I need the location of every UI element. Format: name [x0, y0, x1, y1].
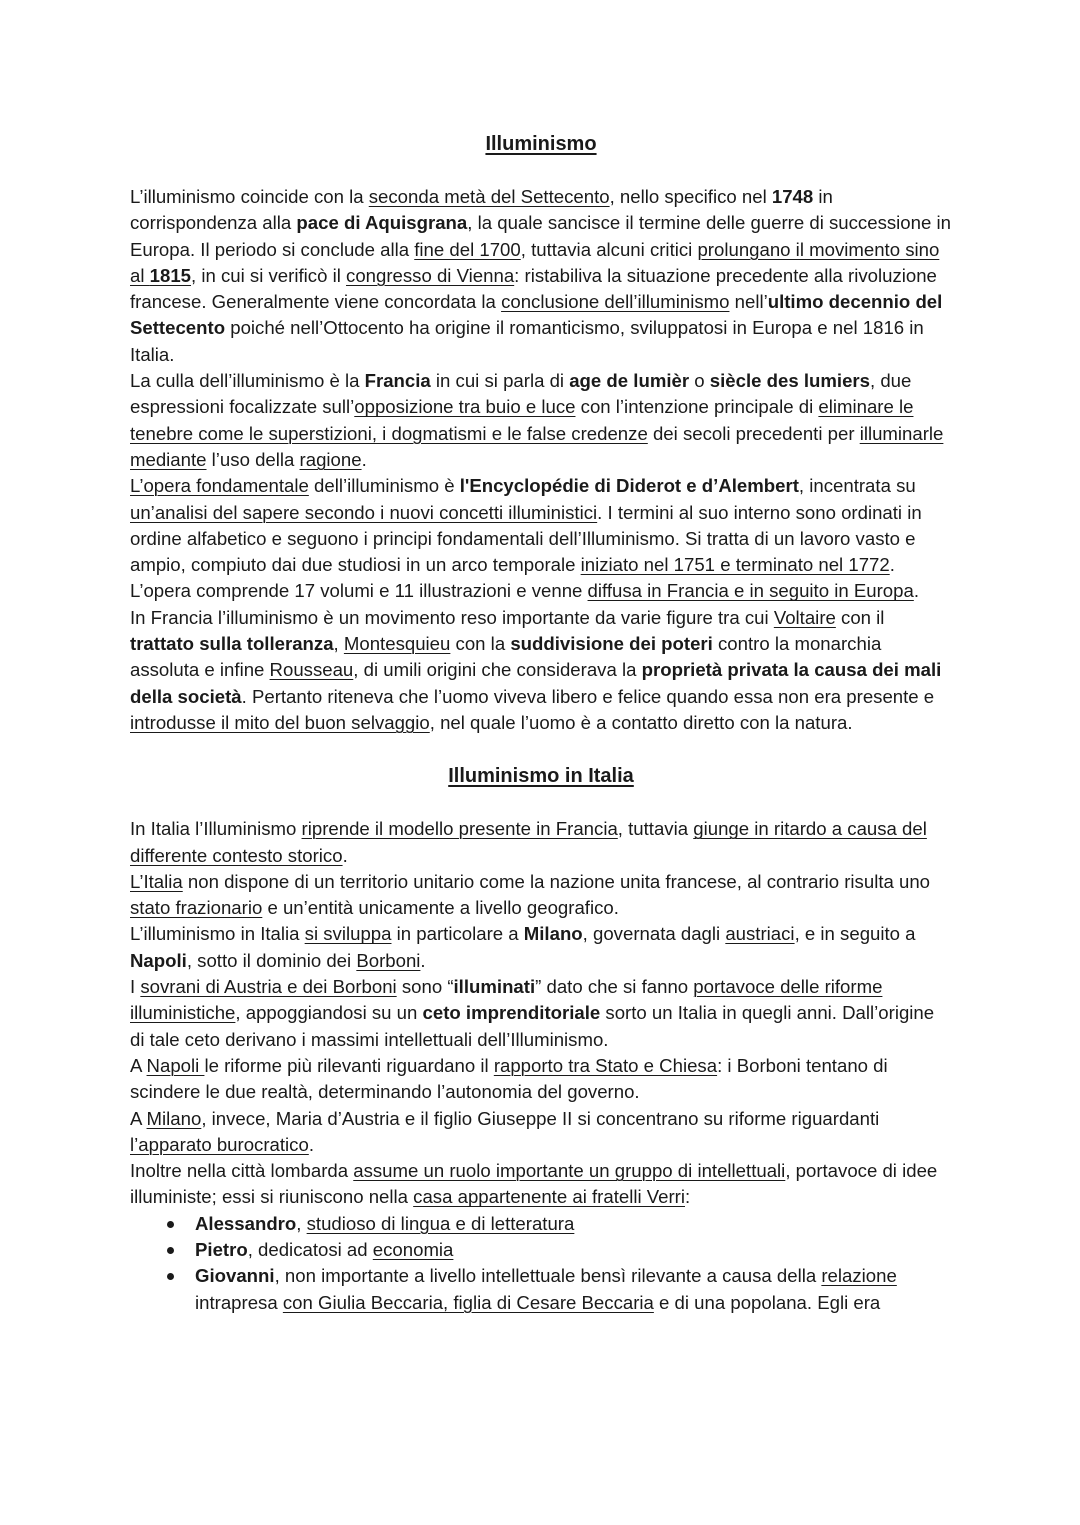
text-run: con l’intenzione principale di: [575, 396, 819, 418]
text-run: : i Borboni tentano di scindere le due realtà, determinando l’autonomia del governo.: [130, 1054, 888, 1103]
bold-text-run: suddivisione dei poteri: [510, 633, 713, 655]
bold-text-run: Giovanni: [195, 1265, 275, 1287]
underlined-text-run: conclusione dell’illuminismo: [501, 291, 730, 313]
underlined-text-run: relazione: [821, 1265, 897, 1287]
text-run: con la: [450, 633, 511, 655]
paragraph: [130, 605, 952, 736]
bold-text-run: illuminati: [453, 976, 536, 998]
text-run: . L’opera comprende 17 volumi e 11 illustrazioni e venne: [130, 554, 895, 602]
text-run: , non importante a livello intellettuale bensì rilevante a causa della: [274, 1265, 822, 1287]
underlined-text-run: ragione: [299, 448, 362, 470]
text-run: contro la monarchia assoluta e infine: [130, 633, 882, 681]
text-run: , dedicatosi ad: [247, 1238, 373, 1260]
text-run: , appoggiandosi su un: [235, 1002, 423, 1024]
text-run: in particolare a: [391, 923, 524, 945]
bullet-icon: [167, 1221, 174, 1228]
text-run: La culla dell’illuminismo è la: [130, 370, 365, 392]
underlined-text-run: seconda metà del Settecento: [368, 186, 610, 207]
text-run: , nello specifico nel: [609, 186, 772, 207]
text-run: A: [130, 1054, 147, 1076]
text-run: ,: [333, 633, 344, 655]
bold-text-run: siècle des lumiers: [709, 370, 870, 392]
text-run: In Francia l’illuminismo è un movimento reso importante da varie figure tra cui: [130, 606, 774, 628]
text-run: con il: [835, 606, 885, 628]
underlined-text-run: eliminare le tenebre come le superstizioni, i dogmatismi e le false credenze: [130, 396, 914, 444]
section-illuminismo-in-italia: [130, 816, 952, 1210]
bullet-icon: [167, 1247, 174, 1254]
bold-text-run: Pietro: [195, 1238, 248, 1260]
text-run: in corrispondenza alla: [130, 186, 833, 234]
text-run: L’illuminismo coincide con la: [130, 186, 369, 207]
underlined-text-run: illuminarle mediante: [130, 422, 944, 470]
paragraph: [130, 869, 952, 922]
paragraph: [130, 816, 952, 869]
paragraph: [130, 974, 952, 1053]
text-run: , governata dagli: [582, 923, 726, 945]
paragraph: [130, 921, 952, 974]
bold-text-run: pace di Aquisgrana: [296, 212, 468, 234]
text-run: le riforme più rilevanti riguardano il: [204, 1054, 494, 1076]
text-run: L’illuminismo in Italia: [130, 923, 305, 945]
underlined-text-run: iniziato nel 1751 e terminato nel 1772: [580, 554, 890, 576]
underlined-text-run: rapporto tra Stato e Chiesa: [493, 1054, 718, 1076]
bold-text-run: age de lumièr: [569, 370, 690, 392]
underlined-text-run: l’apparato burocratico: [130, 1133, 309, 1155]
underlined-text-run: Voltaire: [773, 606, 836, 628]
text-run: : ristabiliva la situazione precedente alla rivoluzione francese. Generalmente viene concordata la: [130, 264, 937, 313]
underlined-text-run: prolungano il movimento sino al: [130, 238, 940, 286]
paragraph: [130, 368, 952, 473]
text-run: , tuttavia alcuni critici: [520, 238, 698, 260]
text-run: e di una popolana. Egli era: [653, 1291, 881, 1313]
underlined-text-run: riprende il modello presente in Francia: [301, 818, 618, 840]
text-run: , incentrata su: [798, 475, 916, 497]
text-run: sono “: [396, 976, 454, 998]
underlined-text-run: opposizione tra buio e luce: [354, 396, 576, 418]
text-run: dell’illuminismo è: [308, 475, 460, 497]
verri-brothers-list: [130, 1211, 952, 1316]
bold-text-run: Milano: [523, 923, 583, 945]
text-run: .: [308, 1133, 314, 1155]
text-run: In Italia l’Illuminismo: [130, 818, 302, 840]
section-title-illuminismo-in-italia: Illuminismo in Italia: [448, 765, 634, 788]
section-title-illuminismo: Illuminismo: [485, 133, 597, 155]
bold-text-run: Francia: [364, 370, 431, 392]
underlined-text-run: un’analisi del sapere secondo i nuovi concetti illuministici: [130, 501, 598, 523]
text-run: nell’: [729, 291, 768, 313]
bullet-icon: [167, 1273, 174, 1280]
underlined-text-run: introdusse il mito del buon selvaggio: [130, 711, 430, 733]
underlined-text-run: Milano: [146, 1107, 202, 1129]
paragraph: [130, 473, 952, 604]
underlined-text-run: Borboni: [356, 949, 421, 971]
text-run: ,: [296, 1212, 307, 1234]
underlined-text-run: casa appartenente ai fratelli Verri: [413, 1186, 685, 1208]
section-illuminismo: [130, 184, 952, 736]
underlined-text-run: Montesquieu: [343, 633, 451, 655]
text-run: :: [685, 1186, 691, 1208]
underlined-text-run: 1815: [149, 264, 192, 286]
text-run: dei secoli precedenti per: [647, 422, 860, 444]
underlined-text-run: fine del 1700: [414, 238, 521, 260]
text-run: , in cui si verificò il: [191, 264, 347, 286]
underlined-text-run: congresso di Vienna: [346, 264, 515, 286]
text-run: e un’entità unicamente a livello geografico.: [262, 897, 619, 919]
text-run: . I termini al suo interno sono ordinati in ordine alfabetico e seguono i principi fondamentali dell’Illuminismo. Si tratta di un lavoro vasto e ampio, compiuto dai due studiosi in un arco temporale: [130, 501, 922, 576]
paragraph: [130, 184, 952, 368]
text-run: .: [913, 580, 919, 602]
bold-text-run: 1748: [771, 186, 814, 207]
bold-text-run: ultimo decennio del Settecento: [130, 291, 943, 339]
paragraph: [130, 1158, 952, 1211]
text-run: A: [130, 1107, 147, 1129]
text-run: poiché nell’Ottocento ha origine il romanticismo, sviluppatosi in Europa e nel 1816 in Italia.: [130, 317, 924, 365]
text-run: sorto un Italia in quegli anni. Dall’origine di tale ceto derivano i massimi intellettuali dell’Illuminismo.: [130, 1002, 935, 1050]
text-run: , la quale sancisce il termine delle guerre di successione in Europa. Il periodo si conclude alla: [130, 212, 951, 260]
text-run: I: [130, 976, 141, 998]
text-run: , e in seguito a: [794, 923, 916, 945]
bold-text-run: Napoli: [130, 949, 187, 971]
text-run: . Pertanto riteneva che l’uomo viveva libero e felice quando essa non era presente e: [241, 685, 935, 707]
underlined-text-run: con Giulia Beccaria, figlia di Cesare Beccaria: [282, 1291, 654, 1313]
bold-text-run: ceto imprenditoriale: [422, 1002, 601, 1024]
document-body: [130, 128, 952, 1316]
text-run: , nel quale l’uomo è a contatto diretto con la natura.: [429, 711, 853, 733]
text-run: .: [420, 949, 426, 971]
text-run: o: [689, 370, 710, 392]
text-run: , di umili origini che considerava la: [353, 659, 642, 681]
text-run: intrapresa: [195, 1291, 283, 1313]
text-run: , invece, Maria d’Austria e il figlio Giuseppe II si concentrano su riforme riguardanti: [201, 1107, 880, 1129]
underlined-text-run: L’Italia: [130, 870, 183, 892]
list-item: [130, 1211, 952, 1237]
bold-text-run: proprietà privata la causa dei mali della società: [130, 659, 942, 707]
underlined-text-run: Rousseau: [269, 659, 354, 681]
text-run: l’uso della: [206, 448, 300, 470]
underlined-text-run: L’opera fondamentale: [130, 475, 309, 497]
underlined-text-run: austriaci: [725, 923, 795, 945]
text-run: , portavoce di idee illuministe; essi si riuniscono nella: [130, 1160, 938, 1208]
list-item: [130, 1263, 952, 1316]
text-run: , sotto il dominio dei: [186, 949, 357, 971]
text-run: .: [361, 448, 367, 470]
underlined-text-run: assume un ruolo importante un gruppo di intellettuali: [353, 1160, 786, 1182]
paragraph: [130, 1053, 952, 1106]
underlined-text-run: studioso di lingua e di letteratura: [306, 1212, 575, 1234]
underlined-text-run: sovrani di Austria e dei Borboni: [140, 976, 397, 998]
text-run: , tuttavia: [617, 818, 694, 840]
text-run: Inoltre nella città lombarda: [130, 1160, 354, 1182]
text-run: ” dato che si fanno: [535, 976, 694, 998]
underlined-text-run: portavoce delle riforme illuministiche: [130, 976, 883, 1024]
underlined-text-run: Napoli: [146, 1054, 205, 1076]
text-run: non dispone di un territorio unitario come la nazione unita francese, al contrario risulta uno: [182, 870, 931, 892]
bold-text-run: l'Encyclopédie di Diderot e d’Alembert: [459, 475, 799, 497]
underlined-text-run: si sviluppa: [304, 923, 392, 945]
underlined-text-run: economia: [372, 1238, 454, 1260]
text-run: in cui si parla di: [430, 370, 570, 392]
paragraph: [130, 1106, 952, 1159]
underlined-text-run: stato frazionario: [130, 897, 263, 919]
list-item: [130, 1237, 952, 1263]
underlined-text-run: diffusa in Francia e in seguito in Europa: [587, 580, 914, 602]
text-run: , due espressioni focalizzate sull’: [130, 370, 912, 418]
underlined-text-run: giunge in ritardo a causa del differente contesto storico: [130, 818, 927, 866]
bold-text-run: Alessandro: [195, 1212, 297, 1234]
text-run: .: [342, 844, 348, 866]
bold-text-run: trattato sulla tolleranza: [130, 633, 334, 655]
